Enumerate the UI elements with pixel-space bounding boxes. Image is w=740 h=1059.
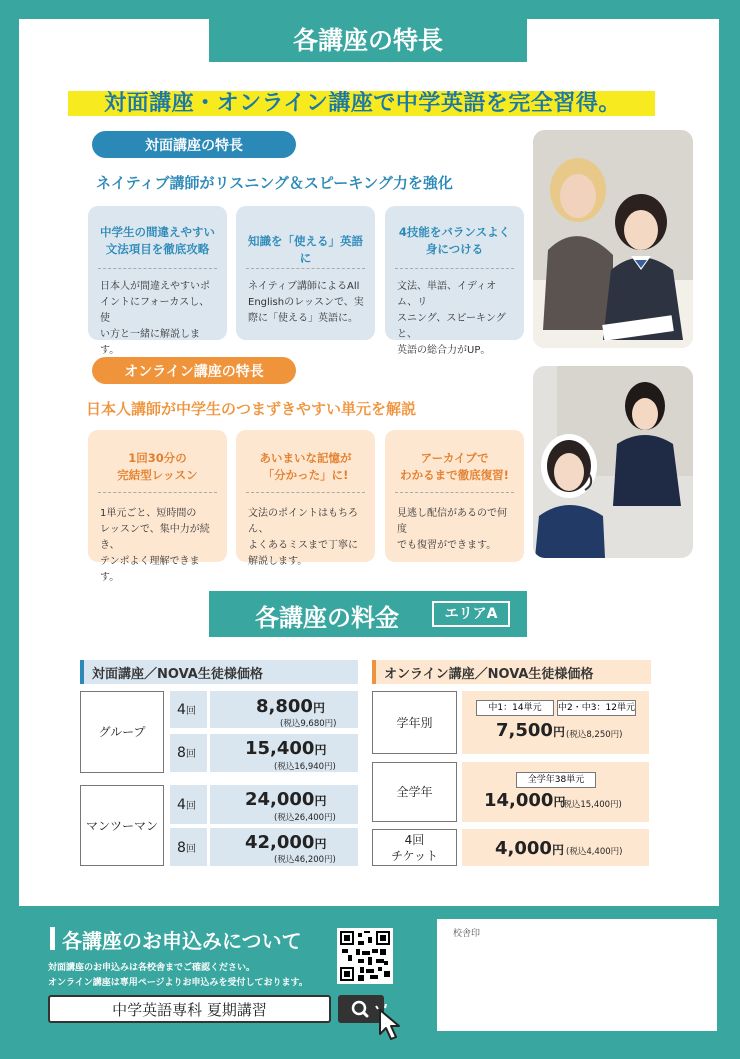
- card-body: 文法、単語、イディオム、リ スニング、スピーキングと、 英語の総合力がUP。: [397, 281, 506, 356]
- count-value: 4: [177, 702, 186, 718]
- private-4-count: [177, 797, 196, 813]
- online-row-1-tag-1: 中1：14単元: [476, 700, 554, 716]
- card-title: 中学生の間違えやすい 文法項目を徹底攻略: [100, 225, 215, 256]
- search-text: 中学英語専科 夏期講習: [112, 1000, 267, 1019]
- group-4-price: [256, 696, 325, 717]
- card-divider: [246, 492, 365, 493]
- price-yen: 円: [314, 743, 327, 757]
- price-value: 15,400: [245, 738, 315, 759]
- inperson-card-2: [236, 206, 375, 340]
- online-row-2-tax: (税込15,400円): [560, 800, 622, 810]
- card-title: あいまいな記憶が 「分かった」に!: [259, 451, 352, 482]
- price-yen: 円: [551, 843, 564, 857]
- price-value: 42,000: [245, 832, 315, 853]
- price-yen: 円: [553, 795, 566, 809]
- card-body: 文法のポイントはもちろん、 よくあるミスまで丁寧に 解説します。: [248, 508, 358, 567]
- apply-line-1: 対面講座のお申込みは各校舎までご確認ください。: [48, 963, 256, 973]
- count-value: 8: [177, 745, 186, 761]
- count-unit: 回: [185, 749, 196, 760]
- apply-line-2: オンライン講座は専用ページよりお申込みを受付しております。: [48, 978, 308, 988]
- online-pill: オンライン講座の特長: [92, 357, 296, 384]
- card-divider: [98, 268, 217, 269]
- online-row-2-label: 全学年: [372, 762, 457, 822]
- online-row-3-label: 4回 チケット: [372, 829, 457, 866]
- group-8-tax: (税込16,940円): [274, 762, 336, 772]
- count-value: 8: [177, 840, 186, 856]
- card-body: 見逃し配信があるので何度 でも復習ができます。: [397, 508, 507, 551]
- card-body: 1単元ごと、短時間の レッスンで、集中力が続き、 テンポよく理解できます。: [100, 508, 210, 583]
- online-subtitle: 日本人講師が中学生のつまずきやすい単元を解説: [86, 400, 417, 418]
- apply-title: 各講座のお申込みについて: [62, 929, 302, 953]
- private-8-tax: (税込46,200円): [274, 855, 336, 865]
- price-value: 7,500: [496, 720, 553, 741]
- online-row-1-tag-2: 中2・中3：12単元: [557, 700, 636, 716]
- online-row-1-tax: (税込8,250円): [566, 730, 623, 740]
- search-input[interactable]: [48, 995, 331, 1023]
- card-divider: [395, 492, 514, 493]
- group-4-count: [177, 702, 196, 718]
- card-title: 知識を「使える」英語に: [248, 234, 363, 265]
- online-row-1-price: [496, 720, 565, 741]
- school-stamp-box: [437, 919, 717, 1031]
- apply-title-bar: [50, 927, 55, 950]
- online-row-2-tag-1: 全学年38単元: [516, 772, 596, 788]
- private-4-price: [245, 789, 326, 810]
- online-row-3-tax: (税込4,400円): [566, 847, 623, 857]
- group-8-price: [245, 738, 326, 759]
- inperson-card-3: [385, 206, 524, 356]
- online-row-3-price: [495, 838, 564, 859]
- count-value: 4: [177, 797, 186, 813]
- card-title: アーカイブで わかるまで徹底復習!: [400, 451, 509, 482]
- private-4-tax: (税込26,400円): [274, 813, 336, 823]
- area-badge: エリアA: [432, 601, 510, 627]
- online-row-2-price: [484, 790, 565, 811]
- card-divider: [98, 492, 217, 493]
- qr-code-icon: [337, 928, 393, 984]
- cursor-icon: [374, 1004, 410, 1044]
- price-value: 24,000: [245, 789, 315, 810]
- private-8-count: [177, 840, 196, 856]
- online-price-header: オンライン講座／NOVA生徒様価格: [372, 660, 651, 684]
- price-value: 14,000: [484, 790, 554, 811]
- online-card-1: [88, 430, 227, 583]
- features-heading: 各講座の特長: [209, 19, 527, 62]
- inperson-subtitle: ネイティブ講師がリスニング＆スピーキング力を強化: [96, 174, 453, 192]
- headline: 対面講座・オンライン講座で中学英語を完全習得。: [104, 91, 621, 116]
- group-4-tax: (税込9,680円): [280, 719, 337, 729]
- card-body: 日本人が間違えやすいポ イントにフォーカスし、使 い方と一緒に解説します。: [100, 281, 210, 356]
- price-value: 8,800: [256, 696, 313, 717]
- online-row-1-label: 学年別: [372, 691, 457, 754]
- count-unit: 回: [185, 706, 196, 717]
- group-8-count: [177, 745, 196, 761]
- online-card-3: [385, 430, 524, 562]
- price-yen: 円: [552, 725, 565, 739]
- card-title: 1回30分の 完結型レッスン: [117, 451, 198, 482]
- price-yen: 円: [314, 794, 327, 808]
- card-divider: [395, 268, 514, 269]
- count-unit: 回: [185, 801, 196, 812]
- inperson-pill: 対面講座の特長: [92, 131, 296, 158]
- card-divider: [246, 268, 365, 269]
- count-unit: 回: [185, 844, 196, 855]
- inperson-card-1: [88, 206, 227, 356]
- online-card-2: [236, 430, 375, 567]
- group-label: グループ: [80, 691, 164, 773]
- card-body: ネイティブ講師によるAll Englishのレッスンで、実 際に「使える」英語に。: [248, 281, 364, 324]
- classroom-photo: [533, 130, 693, 348]
- price-yen: 円: [314, 837, 327, 851]
- online-lesson-photo: [533, 366, 693, 558]
- pricing-heading: 各講座の料金: [255, 604, 399, 632]
- card-title: 4技能をバランスよく 身につける: [398, 225, 511, 256]
- private-label: マンツーマン: [80, 785, 164, 866]
- price-yen: 円: [312, 701, 325, 715]
- private-8-price: [245, 832, 326, 853]
- price-value: 4,000: [495, 838, 552, 859]
- inperson-price-header: 対面講座／NOVA生徒様価格: [80, 660, 358, 684]
- stamp-label: 校舎印: [453, 929, 481, 939]
